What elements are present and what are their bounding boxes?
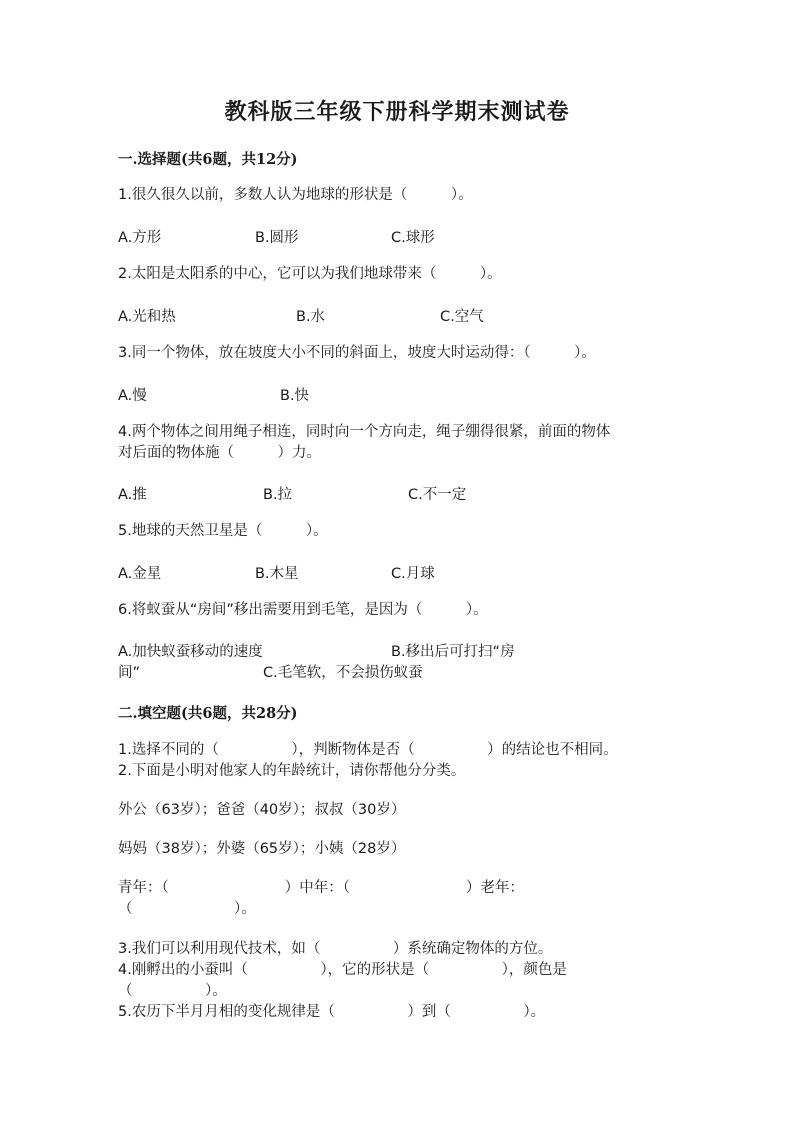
question-4-line-1: 4.两个物体之间用绳子相连，同时向一个方向走，绳子绷得很紧，前面的物体 xyxy=(118,424,611,440)
fill-question-4-line-1: 4.刚孵出的小蚕叫（ ），它的形状是（ ），颜色是 xyxy=(118,962,567,978)
question-6: 6.将蚁蚕从“房间”移出需要用到毛笔，是因为（ ）。 xyxy=(118,602,488,618)
option-5c: C.月球 xyxy=(391,566,435,582)
option-6c: C.毛笔软，不会损伤蚁蚕 xyxy=(263,665,423,681)
fill-question-3: 3.我们可以利用现代技术，如（ ）系统确定物体的方位。 xyxy=(118,941,553,957)
option-5a: A.金星 xyxy=(118,566,162,582)
fill-question-2-row-2: 妈妈（38岁）；外婆（65岁）；小姨（28岁） xyxy=(118,841,406,857)
option-1c: C.球形 xyxy=(391,230,435,246)
question-5: 5.地球的天然卫星是（ ）。 xyxy=(118,523,328,539)
option-1a: A.方形 xyxy=(118,230,162,246)
option-2c: C.空气 xyxy=(440,309,484,325)
option-6b: B.移出后可打扫“房 xyxy=(391,644,515,660)
question-1: 1.很久很久以前，多数人认为地球的形状是（ ）。 xyxy=(118,187,473,203)
option-2b: B.水 xyxy=(296,309,326,325)
page-title: 教科版三年级下册科学期末测试卷 xyxy=(224,99,570,125)
option-2a: A.光和热 xyxy=(118,309,176,325)
option-4b: B.拉 xyxy=(263,487,293,503)
question-3: 3.同一个物体，放在坡度大小不同的斜面上，坡度大时运动得：（ ）。 xyxy=(118,345,596,361)
option-3b: B.快 xyxy=(280,388,310,404)
section-heading-choice: 一.选择题(共6题，共12分) xyxy=(118,151,298,168)
section-heading-fill: 二.填空题(共6题，共28分) xyxy=(118,705,298,722)
fill-question-1: 1.选择不同的（ ），判断物体是否（ ）的结论也不相同。 xyxy=(118,742,618,758)
option-3a: A.慢 xyxy=(118,388,147,404)
option-4a: A.推 xyxy=(118,487,147,503)
fill-question-2: 2.下面是小明对他家人的年龄统计，请你帮他分分类。 xyxy=(118,763,466,779)
fill-question-4-line-2: （ ）。 xyxy=(118,983,227,999)
option-1b: B.圆形 xyxy=(255,230,299,246)
fill-question-2-row-1: 外公（63岁）；爸爸（40岁）；叔叔（30岁） xyxy=(118,802,406,818)
option-5b: B.木星 xyxy=(255,566,299,582)
fill-question-5: 5.农历下半月月相的变化规律是（ ）到（ ）。 xyxy=(118,1004,546,1020)
fill-question-2-blanks-2: （ ）。 xyxy=(118,901,256,917)
option-6a: A.加快蚁蚕移动的速度 xyxy=(118,644,263,660)
option-6b-wrap: 间” xyxy=(118,665,141,681)
fill-question-2-blanks-1: 青年：（ ）中年：（ ）老年： xyxy=(118,880,524,896)
option-4c: C.不一定 xyxy=(408,487,467,503)
question-2: 2.太阳是太阳系的中心，它可以为我们地球带来（ ）。 xyxy=(118,266,502,282)
question-4-line-2: 对后面的物体施（ ）力。 xyxy=(118,445,321,461)
